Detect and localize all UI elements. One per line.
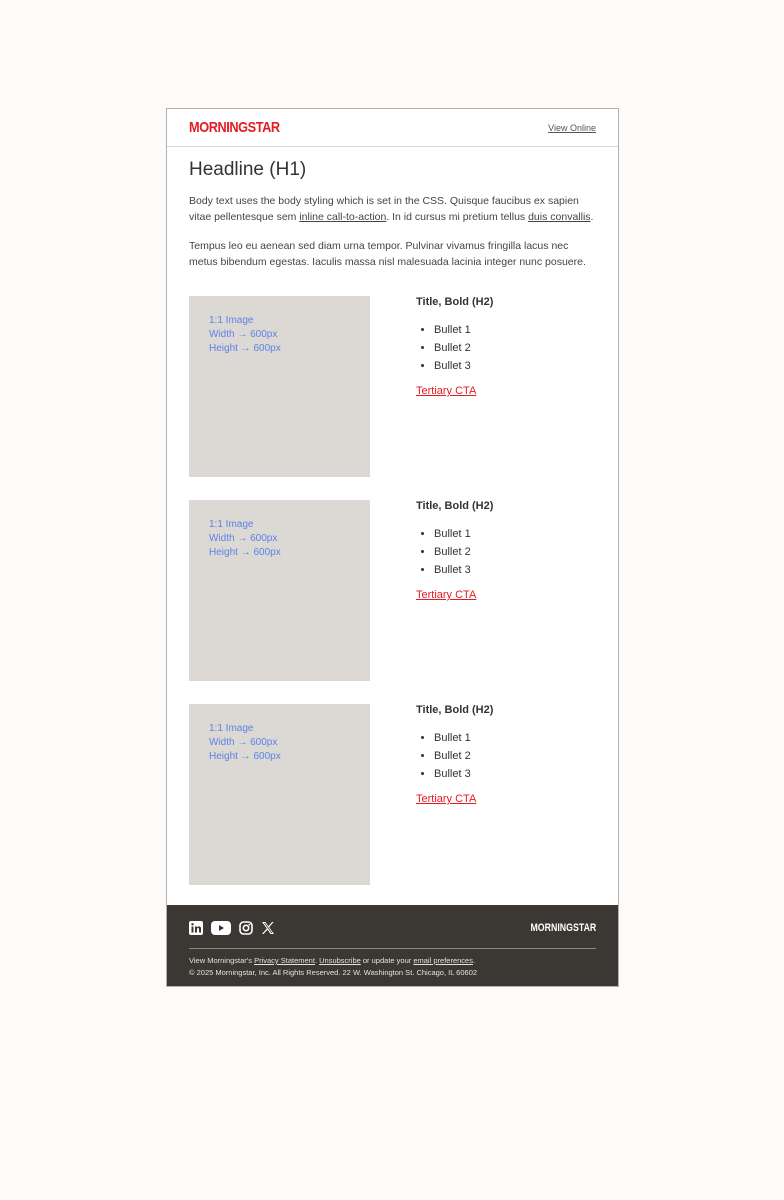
- duis-convallis-link[interactable]: duis convallis: [528, 211, 591, 223]
- email-footer: [167, 905, 618, 986]
- image-label: 1:1 Image: [209, 723, 254, 734]
- content-block-2: [189, 500, 596, 704]
- footer-divider: [189, 948, 596, 949]
- inline-cta-link[interactable]: inline call-to-action: [299, 211, 387, 223]
- email-preferences-link[interactable]: email preferences: [413, 956, 473, 965]
- footer-text: or update your: [360, 956, 414, 965]
- body-paragraph-1: [189, 193, 596, 225]
- body-text: . In id cursus mi pretium tellus: [386, 211, 529, 223]
- image-placeholder: [189, 296, 370, 477]
- footer-text: View Morningstar's: [189, 956, 255, 965]
- image-label: 1:1 Image: [209, 519, 254, 530]
- image-width-label: Width → 600px: [209, 737, 278, 748]
- bullet-item: • Bullet 3: [434, 357, 596, 375]
- unsubscribe-link[interactable]: Unsubscribe: [319, 956, 361, 965]
- tertiary-cta-link[interactable]: Tertiary CTA: [416, 589, 477, 601]
- social-links: [189, 921, 275, 935]
- image-height-label: Height → 600px: [209, 547, 281, 558]
- image-placeholder: [189, 704, 370, 885]
- block-title: Title, Bold (H2): [416, 296, 494, 308]
- bullet-item: • Bullet 3: [434, 561, 596, 579]
- block-title: Title, Bold (H2): [416, 500, 494, 512]
- image-height-label: Height → 600px: [209, 343, 281, 354]
- morningstar-logo[interactable]: [189, 119, 296, 136]
- view-online-link[interactable]: View Online: [548, 122, 596, 133]
- bullet-item: • Bullet 2: [434, 747, 596, 765]
- body-text: Body text uses the body styling which is set in the CSS. Quisque faucibus ex sapien vitae pellentesque sem: [189, 195, 579, 223]
- bullet-item: • Bullet 1: [434, 525, 596, 543]
- bullet-list: [416, 729, 596, 783]
- bullet-list: [416, 525, 596, 579]
- logo-text: MORNINGSTAR: [189, 119, 280, 136]
- image-height-label: Height → 600px: [209, 751, 281, 762]
- image-width-label: Width → 600px: [209, 533, 278, 544]
- bullet-item: • Bullet 2: [434, 543, 596, 561]
- image-label: 1:1 Image: [209, 315, 254, 326]
- block-text: [416, 296, 596, 500]
- footer-top: [189, 919, 596, 937]
- bullet-item: • Bullet 2: [434, 339, 596, 357]
- body-paragraph-2: Tempus leo eu aenean sed diam urna tempor. Pulvinar vivamus fringilla lacus nec metus bibendum egestas. Iaculis massa nisl malesuada lacinia integer nunc posuere.: [189, 240, 586, 268]
- bullet-item: • Bullet 1: [434, 321, 596, 339]
- block-text: [416, 500, 596, 704]
- block-title: Title, Bold (H2): [416, 704, 494, 716]
- email-container: [166, 108, 619, 987]
- footer-text: .: [314, 956, 320, 965]
- bullet-item: • Bullet 1: [434, 729, 596, 747]
- tertiary-cta-link[interactable]: Tertiary CTA: [416, 385, 477, 397]
- bullet-list: [416, 321, 596, 375]
- content-block-3: [189, 704, 596, 885]
- footer-legal-line-1: [189, 955, 596, 967]
- instagram-icon[interactable]: [239, 921, 253, 935]
- email-content: [167, 147, 618, 885]
- linkedin-icon[interactable]: [189, 921, 203, 935]
- footer-morningstar-logo[interactable]: MORNINGSTAR: [530, 922, 596, 934]
- headline: Headline (H1): [189, 159, 307, 180]
- bullet-item: • Bullet 3: [434, 765, 596, 783]
- x-icon[interactable]: [261, 921, 275, 935]
- footer-text: .: [472, 956, 476, 965]
- image-placeholder: [189, 500, 370, 681]
- tertiary-cta-link[interactable]: Tertiary CTA: [416, 793, 477, 805]
- youtube-icon[interactable]: [211, 921, 231, 935]
- privacy-statement-link[interactable]: Privacy Statement: [254, 956, 315, 965]
- email-header: [167, 109, 618, 147]
- image-width-label: Width → 600px: [209, 329, 278, 340]
- body-text: .: [590, 211, 594, 223]
- block-text: [416, 704, 596, 885]
- content-block-1: [189, 296, 596, 500]
- footer-copyright: © 2025 Morningstar, Inc. All Rights Reserved. 22 W. Washington St. Chicago, IL 60602: [189, 968, 478, 977]
